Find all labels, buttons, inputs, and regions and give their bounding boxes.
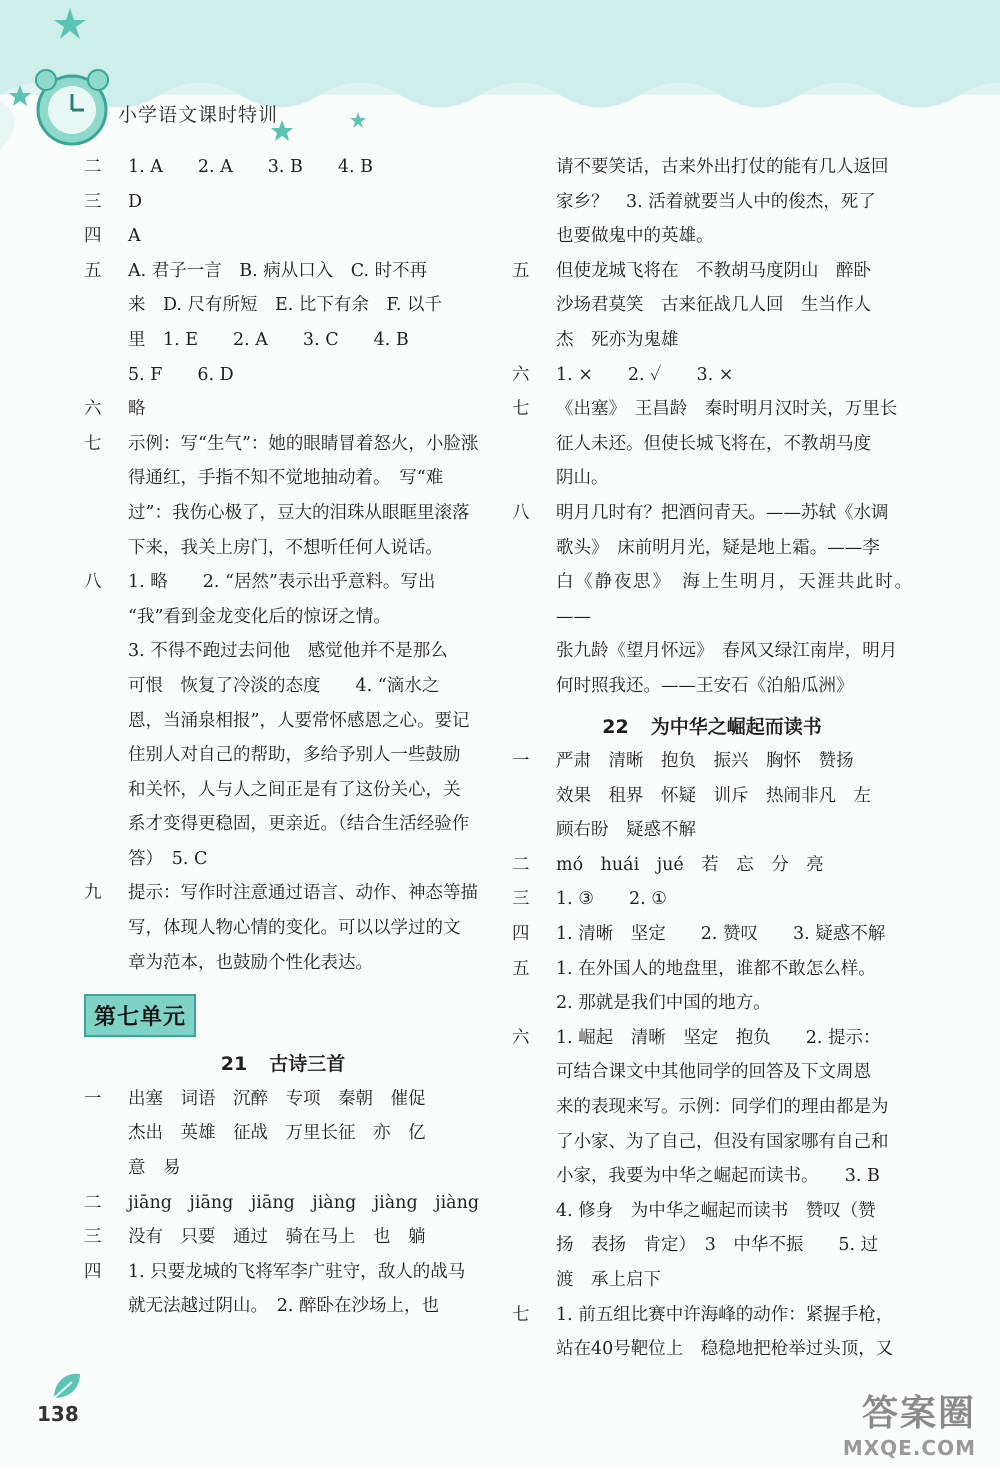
item-number: [512, 669, 556, 704]
answer-text: 没有 只要 通过 骑在马上 也 躺: [128, 1227, 426, 1248]
answer-text: 了小家、为了自己，但没有国家哪有自己和: [556, 1131, 889, 1152]
answer-line: [512, 1055, 912, 1090]
answer-text: 过”：我伤心极了，豆大的泪珠从眼眶里滚落: [128, 502, 470, 523]
item-number: 二: [512, 854, 530, 875]
answer-line: [84, 531, 482, 566]
item-number: [84, 323, 128, 358]
item-number: 四: [84, 1261, 102, 1282]
answer-line: [84, 427, 482, 462]
watermark: [776, 1385, 976, 1460]
answer-text: 4. 修身 为中华之崛起而读书 赞叹（赞: [556, 1200, 876, 1221]
item-number: [512, 1159, 556, 1194]
answer-line: [512, 634, 912, 669]
answer-line: [84, 842, 482, 877]
answer-text: 1. 只要龙城的飞将军李广驻守，敌人的战马: [128, 1261, 466, 1282]
item-number: [512, 1332, 556, 1367]
answer-line: [512, 288, 912, 323]
answer-text: 《出塞》 王昌龄 秦时明月汉时关，万里长: [556, 399, 898, 420]
item-number: 八: [84, 572, 102, 593]
answer-line: [512, 358, 912, 393]
answer-text: 效果 租界 怀疑 训斥 热闹非凡 左: [556, 785, 871, 806]
answer-text: 意 易: [128, 1158, 181, 1179]
answer-text: 住别人对自己的帮助，多给予别人一些鼓励: [128, 745, 461, 766]
watermark-logo: 答案圈: [861, 1393, 976, 1434]
answer-line: [512, 531, 912, 566]
answer-line: [512, 219, 912, 254]
item-number: 七: [512, 399, 530, 420]
answer-line: [84, 358, 482, 393]
answer-text: D: [128, 191, 143, 212]
answer-line: [84, 1082, 482, 1117]
item-number: [512, 1055, 556, 1090]
item-number: [84, 1116, 128, 1151]
item-number: [512, 779, 556, 814]
answer-line: [512, 496, 912, 531]
answer-text: 阴山。: [556, 468, 609, 489]
item-number: [84, 704, 128, 739]
answer-line: [84, 392, 482, 427]
watermark-url: MXQE.COM: [842, 1436, 976, 1460]
answer-line: [84, 600, 482, 635]
answer-line: [84, 288, 482, 323]
item-number: [84, 496, 128, 531]
lesson-name: 为中华之崛起而读书: [650, 715, 822, 738]
answer-line: [512, 185, 912, 220]
answer-text: 来的表现来写。示例：同学们的理由都是为: [556, 1097, 889, 1118]
answer-line: [512, 461, 912, 496]
answer-line: [512, 150, 912, 185]
answer-text: 小家，我要为中华之崛起而读书。 3. B: [556, 1166, 880, 1187]
answer-line: [84, 461, 482, 496]
item-number: [84, 946, 128, 981]
answer-line: [512, 1125, 912, 1160]
item-number: 八: [512, 502, 530, 523]
answer-line: [84, 738, 482, 773]
answer-text: 杰 死亦为鬼雄: [556, 329, 679, 350]
answer-text: 下来，我关上房门，不想听任何人说话。: [128, 537, 443, 558]
answer-text: 就无法越过阴山。 2. 醉卧在沙场上，也: [128, 1296, 440, 1317]
answer-line: [84, 946, 482, 981]
answer-text: mó huái jué 若 忘 分 亮: [556, 854, 824, 875]
item-number: [512, 565, 556, 634]
answer-text: 白《静夜思》 海上生明月，天涯共此时。——: [556, 572, 912, 627]
answer-line: [84, 565, 482, 600]
lesson-number: 22: [602, 715, 629, 738]
alarm-clock-icon: [36, 70, 108, 144]
answer-text: 站在40号靶位上 稳稳地把枪举过头顶，又: [556, 1339, 894, 1360]
item-number: 二: [84, 1192, 102, 1213]
item-number: [512, 1263, 556, 1298]
leaf-icon: [50, 1370, 84, 1402]
item-number: [84, 842, 128, 877]
answer-text: 明月几时有？把酒问青天。——苏轼《水调: [556, 502, 889, 523]
item-number: [512, 813, 556, 848]
answer-text: 1. 略 2. “居然”表示出乎意料。写出: [128, 572, 436, 593]
answer-text: 1. × 2. ✓ 3. ×: [556, 364, 734, 385]
answer-text: 示例：写“生气”：她的眼睛冒着怒火，小脸涨: [128, 433, 479, 454]
item-number: [84, 911, 128, 946]
answer-text: A. 君子一言 B. 病从口入 C. 时不再: [128, 260, 428, 281]
answer-line: [84, 1289, 482, 1324]
answer-text: 5. F 6. D: [128, 364, 234, 385]
answer-line: [512, 1090, 912, 1125]
answer-line: [84, 323, 482, 358]
answer-text: 歌头》 床前明月光，疑是地上霜。——李: [556, 537, 880, 558]
answer-line: [512, 917, 912, 952]
item-number: [84, 807, 128, 842]
answer-text: 1. ③ 2. ①: [556, 889, 667, 910]
item-number: [84, 461, 128, 496]
answer-text: 可结合课文中其他同学的回答及下文周恩: [556, 1062, 871, 1083]
item-number: [512, 461, 556, 496]
answer-text: 写，体现人物心情的变化。可以以学过的文: [128, 918, 461, 939]
item-number: 九: [84, 883, 102, 904]
answer-text: 系才变得更稳固，更亲近。（结合生活经验作: [128, 814, 470, 835]
answer-text: 1. 崛起 清晰 坚定 抱负 2. 提示：: [556, 1027, 881, 1048]
left-column: [84, 150, 482, 1324]
answer-text: 沙场君莫笑 古来征战几人回 生当作人: [556, 295, 871, 316]
header-title: 小学语文课时特训: [118, 104, 279, 126]
answer-line: [84, 1255, 482, 1290]
item-number: 一: [512, 751, 530, 772]
item-number: 二: [84, 157, 102, 177]
answer-text: “我”看到金龙变化后的惊讶之情。: [128, 606, 391, 627]
answer-text: 得通红，手指不知不觉地抽动着。 写“难: [128, 468, 444, 489]
answer-text: A: [128, 226, 141, 247]
answer-text: 顾右盼 疑惑不解: [556, 820, 696, 841]
answer-line: [512, 1228, 912, 1263]
answer-text: 也要做鬼中的英雄。: [556, 226, 714, 247]
item-number: 三: [84, 1227, 102, 1248]
item-number: [84, 600, 128, 635]
item-number: [512, 634, 556, 669]
item-number: 六: [512, 364, 530, 385]
answer-line: [512, 1263, 912, 1298]
answer-text: 答） 5. C: [128, 848, 208, 869]
item-number: 五: [512, 260, 530, 281]
item-number: [512, 1194, 556, 1229]
item-number: [84, 358, 128, 393]
answer-line: [84, 185, 482, 220]
answer-line: [512, 1021, 912, 1056]
answer-line: [84, 150, 482, 185]
lesson-title: [84, 1047, 482, 1082]
answer-line: [84, 219, 482, 254]
answer-line: [84, 911, 482, 946]
answer-line: [84, 807, 482, 842]
answer-line: [84, 496, 482, 531]
item-number: [512, 1090, 556, 1125]
item-number: 七: [84, 433, 102, 454]
answer-line: [84, 1151, 482, 1186]
answer-line: [512, 669, 912, 704]
item-number: [84, 1151, 128, 1186]
item-number: [84, 531, 128, 566]
answer-text: 渡 承上启下: [556, 1270, 661, 1290]
right-column: [512, 150, 912, 1367]
answer-line: [512, 744, 912, 779]
item-number: [512, 531, 556, 566]
answer-text: 杰出 英雄 征战 万里长征 亦 亿: [128, 1123, 426, 1144]
answer-line: [512, 1194, 912, 1229]
answer-line: [512, 1298, 912, 1333]
item-number: [512, 1228, 556, 1263]
item-number: 六: [84, 399, 102, 420]
answer-text: 可恨 恢复了冷淡的态度 4. “滴水之: [128, 675, 440, 696]
answer-text: 1. 前五组比赛中许海峰的动作：紧握手枪，: [556, 1304, 894, 1325]
answer-text: 3. 不得不跑过去问他 感觉他并不是那么: [128, 641, 448, 662]
answer-text: 家乡？ 3. 活着就要当人中的俊杰，死了: [556, 191, 876, 212]
answer-text: 但使龙城飞将在 不教胡马度阴山 醉卧: [556, 260, 871, 281]
answer-line: [512, 779, 912, 814]
answer-text: 张九龄《望月怀远》 春风又绿江南岸，明月: [556, 641, 898, 662]
answer-text: 1. 清晰 坚定 2. 赞叹 3. 疑惑不解: [556, 924, 886, 945]
answer-text: 请不要笑话，古来外出打仗的能有几人返回: [556, 157, 889, 177]
answer-text: jiāng jiāng jiāng jiàng jiàng jiàng: [128, 1192, 480, 1213]
answer-line: [84, 773, 482, 808]
answer-line: [512, 813, 912, 848]
answer-text: 出塞 词语 沉醉 专项 秦朝 催促: [128, 1088, 426, 1109]
answer-line: [512, 882, 912, 917]
lesson-name: 古诗三首: [269, 1053, 346, 1076]
item-number: [512, 219, 556, 254]
answer-text: 严肃 清晰 抱负 振兴 胸怀 赞扬: [556, 751, 854, 772]
answer-text: 扬 表扬 肯定） 3 中华不振 5. 过: [556, 1235, 879, 1256]
answer-line: [512, 254, 912, 289]
item-number: 五: [84, 260, 102, 281]
item-number: [512, 986, 556, 1021]
lesson-title: [512, 710, 912, 745]
item-number: [512, 427, 556, 462]
lesson-number: 21: [220, 1053, 248, 1076]
answer-text: 2. 那就是我们中国的地方。: [556, 993, 771, 1014]
answer-line: [512, 1332, 912, 1367]
answer-text: 何时照我还。——王安石《泊船瓜洲》: [556, 675, 854, 696]
answer-text: 1. 在外国人的地盘里，谁都不敢怎么样。: [556, 958, 876, 979]
answer-text: 征人未还。但使长城飞将在，不教胡马度: [556, 433, 871, 454]
item-number: [84, 1289, 128, 1324]
answer-line: [512, 1159, 912, 1194]
item-number: 四: [512, 924, 530, 945]
answer-line: [84, 1116, 482, 1151]
item-number: 四: [84, 226, 102, 247]
item-number: [512, 323, 556, 358]
answer-text: 恩，当涌泉相报”，人要常怀感恩之心。要记: [128, 710, 470, 731]
answer-line: [84, 634, 482, 669]
answer-line: [84, 669, 482, 704]
item-number: 七: [512, 1304, 530, 1325]
item-number: [512, 288, 556, 323]
answer-line: [84, 876, 482, 911]
item-number: [84, 773, 128, 808]
item-number: 三: [512, 889, 530, 910]
item-number: [512, 150, 556, 185]
item-number: [84, 738, 128, 773]
answer-line: [512, 323, 912, 358]
answer-line: [84, 1186, 482, 1221]
page-number: 138: [37, 1402, 79, 1426]
item-number: [84, 634, 128, 669]
answer-line: [512, 565, 912, 634]
answer-line: [512, 986, 912, 1021]
answer-text: 来 D. 尺有所短 E. 比下有余 F. 以千: [128, 295, 442, 316]
header-decoration: [0, 0, 1000, 150]
answer-line: [512, 392, 912, 427]
item-number: [512, 185, 556, 220]
item-number: [84, 288, 128, 323]
unit-header: [84, 980, 482, 1047]
answer-text: 和关怀，人与人之间正是有了这份关心，关: [128, 779, 461, 800]
item-number: 三: [84, 191, 102, 212]
item-number: 一: [84, 1088, 102, 1109]
answer-line: [512, 427, 912, 462]
answer-text: 里 1. E 2. A 3. C 4. B: [128, 329, 409, 350]
unit-badge: 第七单元: [84, 994, 196, 1037]
answer-line: [84, 1220, 482, 1255]
item-number: 五: [512, 958, 530, 979]
answer-line: [512, 952, 912, 987]
item-number: 六: [512, 1027, 530, 1048]
answer-line: [84, 704, 482, 739]
answer-text: 略: [128, 399, 146, 420]
item-number: [512, 1125, 556, 1160]
answer-line: [84, 254, 482, 289]
answer-text: 章为范本，也鼓励个性化表达。: [128, 952, 373, 973]
item-number: [84, 669, 128, 704]
answer-line: [512, 848, 912, 883]
answer-text: 1. A 2. A 3. B 4. B: [128, 157, 374, 177]
answer-text: 提示：写作时注意通过语言、动作、神态等描: [128, 883, 478, 904]
